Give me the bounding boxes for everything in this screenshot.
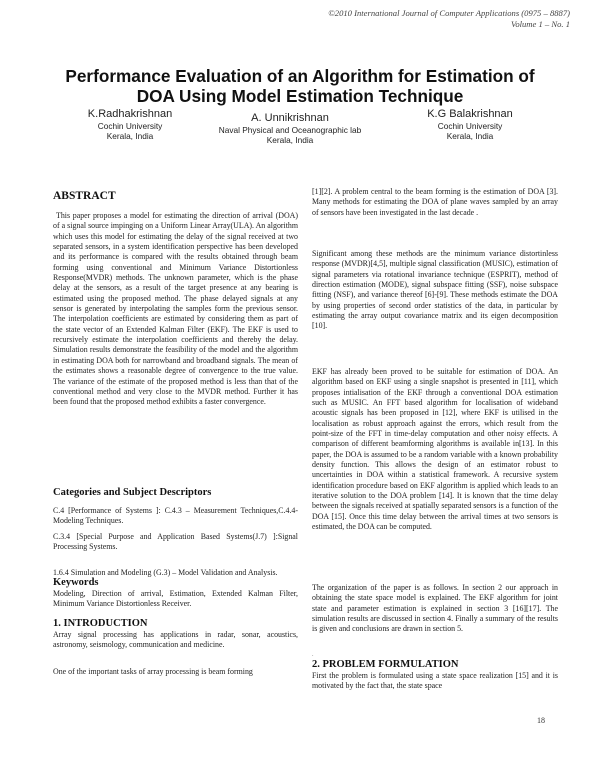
introduction-para-1: Array signal processing has applications in radar, sonar, acoustics, astronomy, seismology, communication and medicine. — [53, 630, 298, 650]
page-number: 18 — [537, 716, 545, 725]
keywords-section — [53, 577, 298, 610]
section-2-text: First the problem is formulated using a state space realization [15] and it is motivated by the fact that, the state space — [312, 671, 558, 691]
author-3 — [405, 108, 535, 141]
section-2-heading: 2. PROBLEM FORMULATION — [312, 659, 459, 670]
author-block — [40, 108, 560, 158]
author-location: Kerala, India — [106, 131, 154, 141]
right-para-2: Significant among these methods are the minimum variance distortinless response (MVDR)[4,5], multiple signal classification (MUSIC), estimation of signal parameters via rotational invariance technique (ESPRIT), method of direction estimation (MODE), signal subspace fitting (SSF), noise subspace fitting (NSF), and variance thereof [6]-[9]. These methods estimate the DOA by using properties of second order statistics of the data, in particular by estimating the array output covariance matrix and its eigen decomposition [10]. — [312, 249, 558, 331]
author-location: Kerala, India — [266, 135, 314, 145]
volume-line: Volume 1 – No. 1 — [511, 19, 570, 29]
paper-title — [40, 66, 560, 106]
categories-heading: Categories and Subject Descriptors — [53, 487, 212, 498]
categories-section — [53, 487, 298, 579]
author-name: K.Radhakrishnan — [87, 108, 173, 120]
keywords-heading: Keywords — [53, 577, 99, 588]
author-affiliation: Cochin University — [437, 121, 503, 131]
author-2 — [190, 112, 390, 145]
introduction-para-2: One of the important tasks of array processing is beam forming — [53, 666, 253, 676]
right-para-1: [1][2]. A problem central to the beam forming is the estimation of DOA [3]. Many methods for estimating the DOA of plane waves sampled by an array of sensors have been investigated in the last decade . — [312, 187, 558, 217]
title-line-1: Performance Evaluation of an Algorithm for Estimation of — [65, 66, 535, 86]
right-para-2-block — [312, 249, 558, 332]
author-name: K.G Balakrishnan — [427, 108, 513, 120]
right-para-4: The organization of the paper is as follows. In section 2 our approach in obtaining the state space model is explained. The EKF algorithm for joint state and parameter estimation is explained in section 3 [16][17]. The simulation results are discussed in section 4. Finally a summary of the results is given and conclusions are drawn in section 5. — [312, 583, 558, 634]
stray-mark: . — [312, 652, 314, 658]
author-1 — [70, 108, 190, 141]
right-para-1-block — [312, 187, 558, 218]
introduction-section — [53, 618, 298, 677]
category-item-2: C.3.4 [Special Purpose and Application Based Systems(J.7) ]:Signal Processing Systems. — [53, 531, 298, 552]
right-para-4-block — [312, 583, 558, 635]
title-line-2: DOA Using Model Estimation Technique — [136, 86, 464, 106]
running-header — [328, 8, 570, 30]
author-affiliation: Naval Physical and Oceanographic lab — [218, 125, 362, 135]
category-item-1: C.4 [Performance of Systems ]: C.4.3 – Measurement Techniques,C.4.4- Modeling Techniques. — [53, 506, 298, 526]
journal-line: ©2010 International Journal of Computer Applications (0975 – 8887) — [328, 8, 570, 18]
abstract-section — [53, 190, 298, 408]
right-para-3: EKF has already been proved to be suitable for estimation of DOA. An algorithm based on EKF using a single snapshot is presented in [11], which proposes intialisation of the EKF through a conventional DOA estimation such as MUSIC. An FFT based algorithm for localisation of wideband acoustic signals has been proposed in [12], where EKF is utilised in the localisation as robust approach against the errors, which result from the point-size of the FFT in time-delay computation and other noisy effects. A comparison of different beamforming algorithms is available in[13]. In this paper, the DOA is assumed to be a random variable with a known probability density function. This allows the design of an estimator robust to uncertainties in DOA within a statistical framework. A recursive system identification procedure based on EKF algorithm is applied which leads to an iterative solution to the DOA problem [14]. It is known that the time delay between the signals received at spatially separated sensors is a function of the DOA [15]. Once this time delay between the arrival times at two sensors is estimated, the DOA can be computed. — [312, 367, 558, 532]
introduction-heading: 1. INTRODUCTION — [53, 618, 148, 629]
right-para-3-block — [312, 367, 558, 533]
author-location: Kerala, India — [446, 131, 494, 141]
abstract-text: This paper proposes a model for estimating the direction of arrival (DOA) of a signal source impinging on a Uniform Linear Array(ULA). An algorithm which uses this model for estimating the delay of the signal received at two separated sensors, in a system identification perspective has been developed and its performance is compared with the results obtained through beam forming using conventional and Minimum Variance Distortionless Response(MVDR) methods. The unknown parameter, which is the phase delay at the sensors, as a result of the target presence at any bearing is estimated using the proposed method. The phase delayed signals at any sensor is generated by interpolating the samples form the previous sensor. The interpolation coefficients are estimated by considering them as part of the state vector of an Extended Kalman Filter (EKF). The EKF is used to recursively estimate the interpolation coefficients and thereby the delay. Simulation results demonstrate the feasibility of the model and the algorithm in estimating DOA both for narrowband and broadband signals. The mean of the estimates shows a reasonable degree of convergence to the true value. The variance of the estimate of the proposed method is less than that of the conventional method and very close to the MVDR method. Further it has been found that the proposed method exhibits a faster convergence. — [53, 211, 298, 407]
category-item-3: 1.6.4 Simulation and Modeling (G.3) – Model Validation and Analysis. — [53, 568, 278, 578]
section-2-block — [312, 659, 558, 692]
author-name: A. Unnikrishnan — [251, 112, 329, 124]
author-affiliation: Cochin University — [97, 121, 163, 131]
abstract-heading: ABSTRACT — [53, 190, 116, 202]
keywords-text: Modeling, Direction of arrival, Estimation, Extended Kalman Filter, Minimum Variance Distortionless Receiver. — [53, 589, 298, 609]
